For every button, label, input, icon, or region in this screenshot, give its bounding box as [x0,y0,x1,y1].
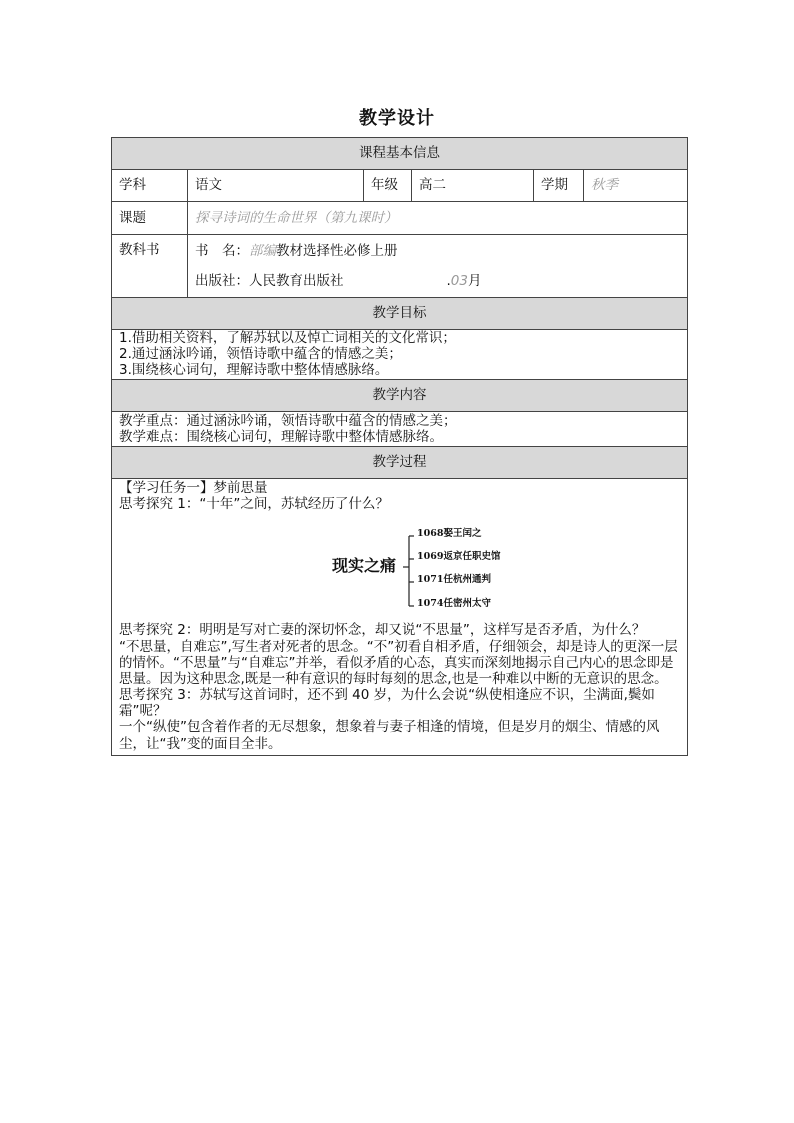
section-content [112,379,688,411]
book-name: 教材选择性必修上册 [276,242,398,259]
textbook-label: 教科书 [112,235,188,298]
page-title: 教学设计 [359,108,435,129]
section-basic-info [112,138,688,170]
section-header: 教学目标 [112,298,688,330]
diagram-item: 1069返京任职史馆 [417,551,501,563]
section-header: 教学内容 [112,379,688,411]
task-heading: 【学习任务一】梦前思量 [119,479,268,496]
diagram-bracket [119,512,679,622]
publisher-line [195,266,680,296]
book-edition: 部编 [249,242,276,259]
info-row [112,170,688,202]
diagram-item: 1068娶王闰之 [417,528,482,540]
key-point: 教学重点：通过涵泳吟诵，领悟诗歌中蕴含的情感之美； [119,412,457,429]
answer-2: “不思量，自难忘”,写生者对死者的思念。“不”初看自相矛盾，仔细领会，却是诗人的更深一层的情怀。“不思量”与“自难忘”并举，看似矛盾的心态，真实而深刻地揭示自己内心的思念即是思量。因为这种思念,既是一种有意识的每时每刻的思念,也是一种难以中断的无意识的思念。 [119,638,678,687]
publish-month: 03 [450,272,468,289]
process-row [112,478,688,755]
textbook-info [188,235,688,298]
objective-item: 2.通过涵泳吟诵，领悟诗歌中蕴含的情感之美； [119,346,402,363]
content-list [112,411,688,446]
term-value: 秋季 [584,170,688,202]
diagram-item: 1071任杭州通判 [417,574,491,586]
topic-row [112,202,688,235]
section-objectives [112,298,688,330]
subject-label: 学科 [112,170,188,202]
answer-3: 一个“纵使”包含着作者的无尽想象，想象着与妻子相逢的情境，但是岁月的烟尘、情感的风尘，让“我”变的面目全非。 [119,719,660,752]
section-header: 课程基本信息 [112,138,688,170]
publish-month-suffix: 月 [467,272,482,289]
publish-date-dot: . [446,272,451,289]
question-3: 思考探究 3：苏轼写这首词时，还不到 40 岁，为什么会说“纵使相逢应不识，尘满面,鬓如霜”呢？ [119,687,655,720]
reality-pain-diagram [119,512,680,622]
objective-item: 3.围绕核心词句，理解诗歌中整体情感脉络。 [119,362,389,379]
section-header: 教学过程 [112,446,688,478]
question-1: 思考探究 1：“十年”之间，苏轼经历了什么？ [119,496,389,513]
publisher-name: 人民教育出版社 [249,272,344,289]
term-label: 学期 [534,170,584,202]
difficult-point: 教学难点：围绕核心词句，理解诗歌中整体情感脉络。 [119,428,443,445]
topic-value: 探寻诗词的生命世界（第九课时） [188,202,688,235]
textbook-row [112,235,688,298]
subject-value: 语文 [188,170,364,202]
objectives-row [112,330,688,380]
book-name-line [195,236,680,266]
grade-label: 年级 [364,170,412,202]
question-2: 思考探究 2：明明是写对亡妻的深切怀念，却又说“不思量”，这样写是否矛盾，为什么？ [119,622,646,639]
lesson-plan-table [111,137,688,756]
diagram-item: 1074任密州太守 [417,598,491,610]
grade-value: 高二 [412,170,534,202]
topic-label: 课题 [112,202,188,235]
book-name-label: 书 名： [195,242,249,259]
diagram-main-label: 现实之痛 [332,556,397,576]
process-body [112,478,688,755]
content-row [112,411,688,446]
section-process [112,446,688,478]
publisher-label: 出版社： [195,272,249,289]
objectives-list [112,330,688,380]
objective-item: 1.借助相关资料，了解苏轼以及悼亡词相关的文化常识； [119,330,456,346]
